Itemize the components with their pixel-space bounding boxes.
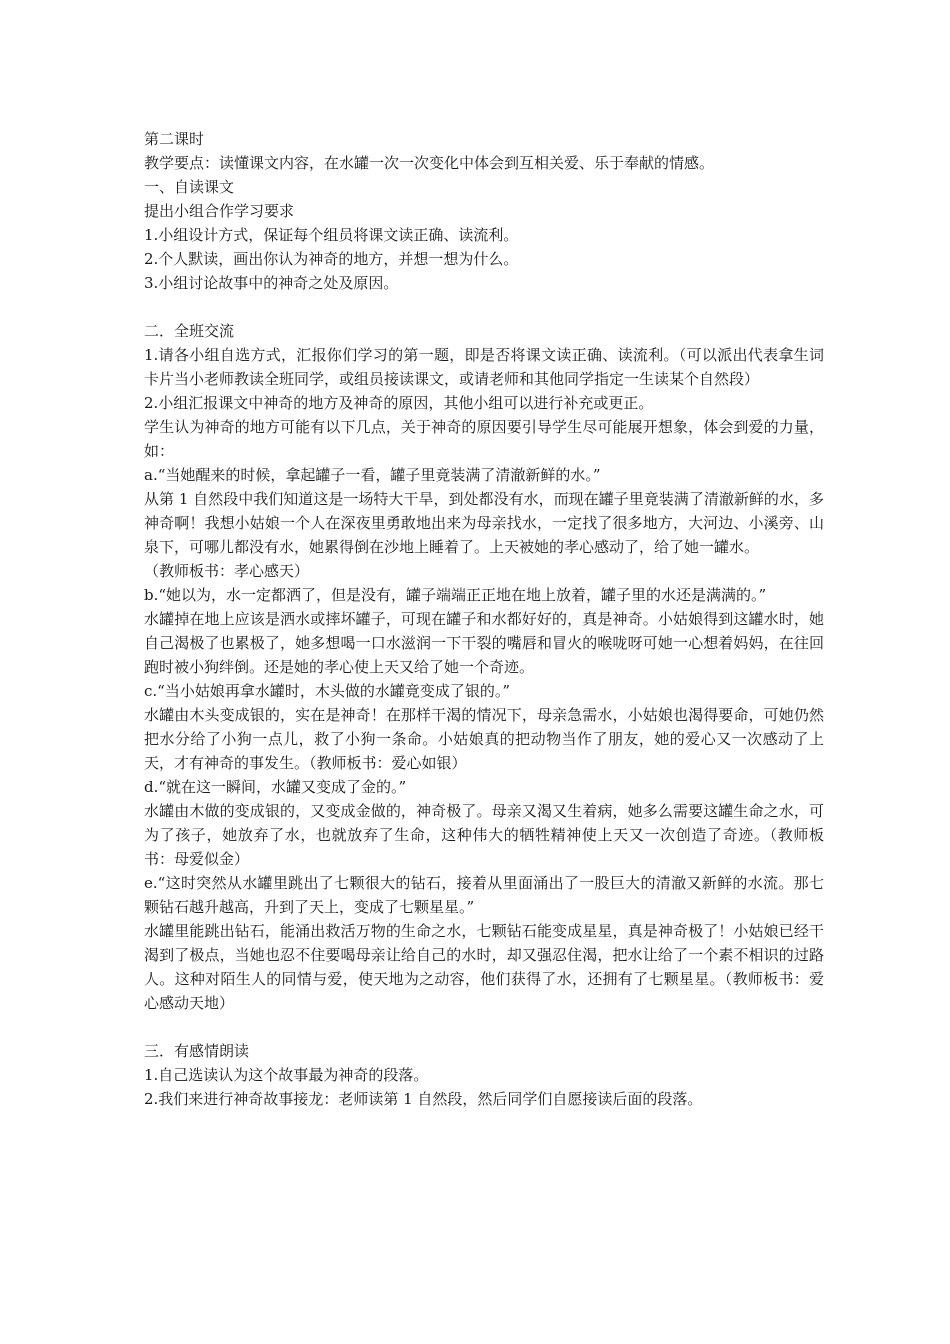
list-item: 2.我们来进行神奇故事接龙：老师读第 1 自然段，然后同学们自愿接读后面的段落。 [144, 1090, 703, 1108]
spacer [144, 1015, 824, 1039]
list-item: 2.个人默读，画出你认为神奇的地方，并想一想为什么。 [144, 250, 519, 268]
paragraph: 水罐掉在地上应该是洒水或摔坏罐子，可现在罐子和水都好好的，真是神奇。小姑娘得到这罐水时，她自己渴极了也累极了，她多想喝一口水滋润一下干裂的嘴唇和冒火的喉咙呀可她一心想着妈妈，在往回跑时被小狗绊倒。还是她的孝心使上天又给了她一个奇迹。 [144, 610, 824, 676]
document-body [144, 127, 824, 1111]
paragraph: 水罐里能跳出钻石，能涌出救活万物的生命之水，七颗钻石能变成星星，真是神奇极了！小姑娘已经干渴到了极点，当她也忍不住要喝母亲让给自己的水时，却又强忍住渴，把水让给了一个素不相识的过路人。这种对陌生人的同情与爱，使天地为之动容，他们获得了水，还拥有了七颗星星。（教师板书：爱心感动天地） [144, 922, 824, 1012]
section-2-heading: 二．全班交流 [144, 322, 235, 340]
quote-e: e.“这时突然从水罐里跳出了七颗很大的钻石，接着从里面涌出了一股巨大的清澈又新鲜的水流。那七颗钻石越升越高，升到了天上，变成了七颗星星。” [144, 874, 824, 916]
board-note: （教师板书：孝心感天） [144, 562, 310, 580]
list-item: 1.小组设计方式，保证每个组员将课文读正确、读流利。 [144, 226, 519, 244]
paragraph: 水罐由木头变成银的，实在是神奇！在那样干渴的情况下，母亲急需水，小姑娘也渴得要命，可她仍然把水分给了小狗一点儿，救了小狗一条命。小姑娘真的把动物当作了朋友，她的爱心又一次感动了上天，才有神奇的事发生。（教师板书：爱心如银） [144, 706, 824, 772]
section-1-intro: 提出小组合作学习要求 [144, 202, 295, 220]
paragraph: 2.小组汇报课文中神奇的地方及神奇的原因，其他小组可以进行补充或更正。 [144, 394, 654, 412]
section-1-heading: 一、自读课文 [144, 178, 235, 196]
section-3-heading: 三．有感情朗读 [144, 1042, 250, 1060]
paragraph: 学生认为神奇的地方可能有以下几点，关于神奇的原因要引导学生尽可能展开想象，体会到爱的力量，如： [144, 418, 824, 460]
paragraph: 从第 1 自然段中我们知道这是一场特大干旱，到处都没有水，而现在罐子里竟装满了清澈新鲜的水，多神奇啊！我想小姑娘一个人在深夜里勇敢地出来为母亲找水，一定找了很多地方，大河边、小溪旁、山泉下，可哪儿都没有水，她累得倒在沙地上睡着了。上天被她的孝心感动了，给了她一罐水。 [144, 490, 824, 556]
quote-d: d.“就在这一瞬间，水罐又变成了金的。” [144, 778, 407, 796]
key-point: 教学要点：读懂课文内容，在水罐一次一次变化中体会到互相关爱、乐于奉献的情感。 [144, 154, 715, 172]
paragraph: 水罐由木做的变成银的，又变成金做的，神奇极了。母亲又渴又生着病，她多么需要这罐生命之水，可为了孩子，她放弃了水，也就放弃了生命，这种伟大的牺牲精神使上天又一次创造了奇迹。（教师板书：母爱似金） [144, 802, 824, 868]
list-item: 1.自己选读认为这个故事最为神奇的段落。 [144, 1066, 429, 1084]
paragraph: 1.请各小组自选方式，汇报你们学习的第一题，即是否将课文读正确、读流利。（可以派出代表拿生词卡片当小老师教读全班同学，或组员接读课文，或请老师和其他同学指定一生读某个自然段） [144, 346, 824, 388]
quote-a: a.“当她醒来的时候，拿起罐子一看，罐子里竟装满了清澈新鲜的水。” [144, 466, 601, 484]
quote-b: b.“她以为，水一定都洒了，但是没有，罐子端端正正地在地上放着，罐子里的水还是满满的。” [144, 586, 767, 604]
quote-c: c.“当小姑娘再拿水罐时，木头做的水罐竟变成了银的。” [144, 682, 511, 700]
lesson-title: 第二课时 [144, 130, 205, 148]
list-item: 3.小组讨论故事中的神奇之处及原因。 [144, 274, 399, 292]
spacer [144, 295, 824, 319]
